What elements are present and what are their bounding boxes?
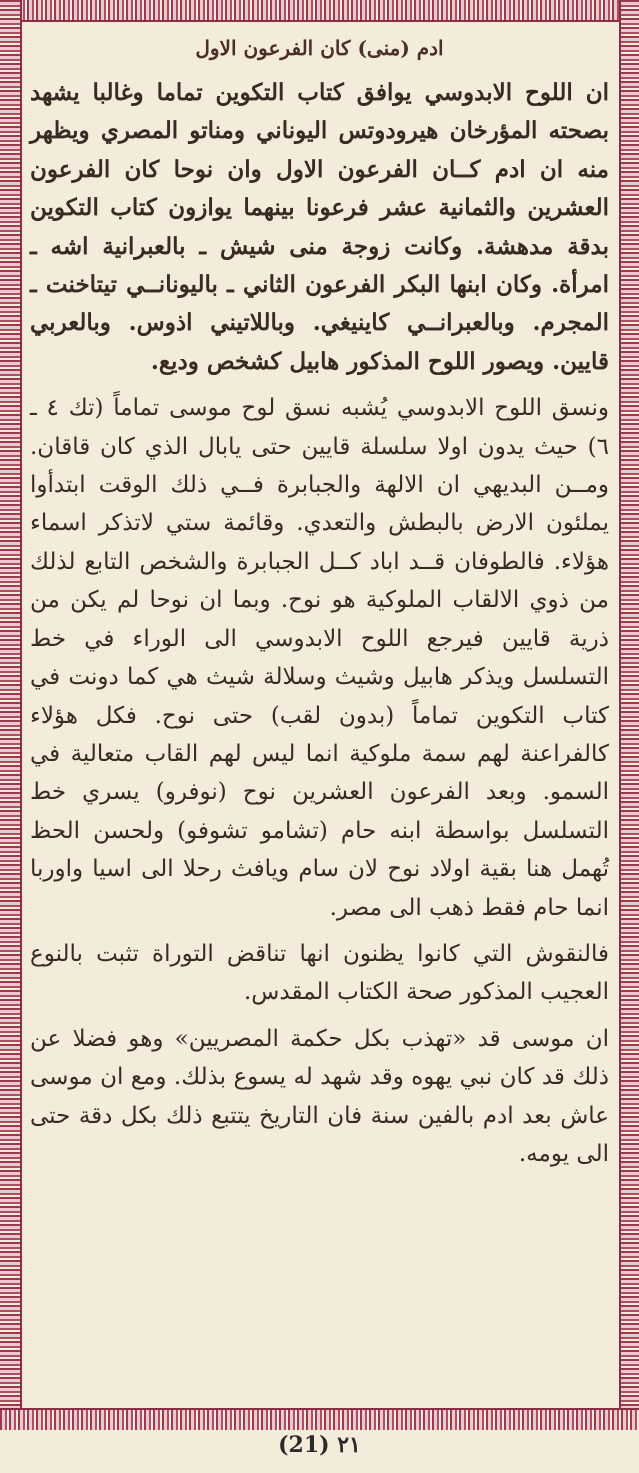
decorative-border-top (0, 0, 639, 22)
page-number: (21) ٢١ (278, 1432, 361, 1458)
paragraph-2: ونسق اللوح الابدوسي يُشبه نسق لوح موسى تماماً (تك ٤ ـ ٦) حيث يدون اولا سلسلة قايين حتى يابال الذي كان قاقان. ومــن البديهي ان الالهة والجبابرة فــي ذلك الوقت ابتدأوا يملئون الارض بالبطش والتعدي. وقائمة ستي لاتذكر اسماء هؤلاء. فالطوفان قــد اباد كــل الجبابرة والشخص التابع لذلك من ذوي الالقاب الملوكية هو نوح. وبما ان نوحا لم يكن من ذرية قايين فيرجع اللوح الابدوسي الى الوراء في خط التسلسل ويذكر هابيل وشيث وسلالة شيث هي كما دونت في كتاب التكوين تماماً (بدون لقب) حتى نوح. فكل هؤلاء كالفراعنة لهم سمة ملوكية انما ليس لهم القاب متعالية في السمو. وبعد الفرعون العشرين نوح (نوفرو) يسري خط التسلسل بواسطة ابنه حام (تشامو تشوفو) ولحسن الحظ تُهمل هنا بقية اولاد نوح لان سام ويافث رحلا الى اسيا واوربا انما حام فقط ذهب الى مصر. (30, 395, 609, 921)
page-body (30, 26, 609, 1402)
paragraph-1: ان اللوح الابدوسي يوافق كتاب التكوين تماما وغالبا يشهد بصحته المؤرخان هيرودوتس اليوناني ومناتو المصري ويظهر منه ان ادم كــان الفرعون الاول وان نوحا كان الفرعون العشرين والثمانية عشر فرعونا بينهما يوازون كتاب التكوين بدقة مدهشة. وكانت زوجة منى شيش ـ بالعبرانية اشه ـ امرأة. وكان ابنها البكر الفرعون الثاني ـ باليونانــي تيتاخنت ـ المجرم. وبالعبرانــي كاينيغي. وباللاتيني اذوس. وبالعربي قايين. ويصور اللوح المذكور هابيل كشخص وديع. (30, 79, 609, 375)
decorative-border-left (0, 0, 22, 1430)
paragraph-4: ان موسى قد «تهذب بكل حكمة المصريين» وهو فضلا عن ذلك قد كان نبي يهوه وقد شهد له يسوع بذلك. ومع ان موسى عاش بعد ادم بالفين سنة فان التاريخ يتتبع ذلك بكل دقة حتى الى يومه. (30, 1025, 609, 1167)
paragraph-3: فالنقوش التي كانوا يظنون انها تناقض التوراة تثبت بالنوع العجيب المذكور صحة الكتاب المقدس. (30, 940, 609, 1006)
decorative-border-bottom (0, 1408, 639, 1430)
decorative-border-right (619, 0, 639, 1430)
page-title: ادم (منى) كان الفرعون الاول (195, 36, 444, 60)
